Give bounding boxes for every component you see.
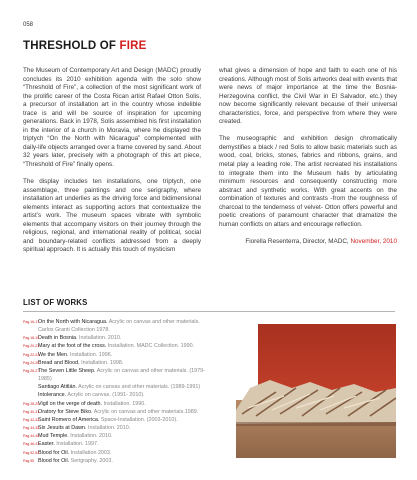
work-title: The Seven Little Sheep. — [38, 367, 96, 374]
work-medium: Carlos Granti Collection 1978. — [38, 327, 110, 334]
work-medium: Installation. 1996. — [68, 351, 113, 358]
paragraph: The display includes ten installations, one triptych, one assemblage, three paintings and one serigraphy, where installation art underlies as the driving force and bidimensional elements interact as supporting actors that contextualize the artist’s work. The museum spaces vibrate with symbolic elements that accompany visitors on their journey through the religious, regional, and international reality of political, social and boundary-related conflicts addressed from a deeply spiritual approach. It is actually this touch of mysticism — [23, 178, 201, 254]
signature-date: November, 2010 — [350, 237, 397, 245]
work-title: Intolerance. — [38, 392, 67, 399]
list-item — [23, 359, 213, 367]
list-item — [23, 351, 213, 359]
work-page: Pag.55 — [23, 458, 35, 463]
title-prefix: THRESHOLD OF — [23, 40, 120, 52]
work-medium: Serigraphy. 2003. — [69, 457, 113, 464]
work-title: Saint Romero of America. — [38, 416, 100, 423]
installation-photo — [236, 318, 396, 458]
list-item — [23, 334, 213, 342]
list-item — [23, 449, 213, 457]
paragraph: what gives a dimension of hope and faith to each one of his creations. Although most of Solis artworks deal with events that were news of major importance at the time the Bosnia-Herzegovina conflict, the Civil War in El Salvador, etc.) they now become significantly relevant because of their universal characteristics, force, and perspective from where they were created. — [219, 67, 397, 126]
page-title — [23, 40, 147, 52]
work-page: Pag.34-35 — [23, 426, 40, 431]
work-page: Pag.24-25 — [23, 360, 40, 365]
work-medium: Installation. MADC Collection. 1990. — [106, 343, 195, 350]
work-medium: Installation. 1997. — [54, 441, 99, 448]
work-page: Pag.32-33 — [23, 417, 40, 422]
work-page: Pag.44-45 — [23, 434, 40, 439]
paragraph: The Museum of Contemporary Art and Design (MADC) proudly concludes its 2010 exhibition agenda with the solo show “Threshold of Fire”, a collection of the most significant work of the prolific career of the Costa Rican artist Rafael Otton Solis, a precursor of installation art in the country whose indelible trace is and will be source of inspiration for upcoming generations. Back in 1978, Solis assembled his first installation in the interior of a church in Moravia, where he displayed the triptych “On the North with Nicaragua” complemented with daily-life objects arranged over a frame covered by sand. About 32 years later, precisely with a photograph of this art piece, “Threshold of Fire” finally opens. — [23, 67, 201, 169]
work-title: We the Men. — [38, 351, 69, 358]
work-medium: Installation 2003. — [69, 449, 112, 456]
work-medium: Installation. 2010. — [77, 335, 122, 342]
list-item — [23, 400, 213, 408]
list-item — [23, 408, 213, 416]
work-medium: Acrylic on canvas and other materials. (1989-1991) — [76, 384, 201, 391]
work-page: Pag.46-47 — [23, 442, 40, 447]
work-title: Blood for Oil. — [38, 449, 70, 456]
installation-photo-image — [236, 318, 396, 458]
work-page: Pag.20-21 — [23, 344, 40, 349]
work-page: Pag.18-19 — [23, 336, 40, 341]
work-medium: Acrylic on canvas and other materials. (1979-1985) — [38, 367, 205, 383]
list-item — [23, 318, 213, 326]
work-title: On the North with Nicaragua. — [38, 319, 108, 325]
text-column-right — [219, 67, 397, 255]
list-item — [23, 424, 213, 432]
work-medium: Installation. 1998. — [79, 359, 124, 366]
work-title: Blood for Oil. — [38, 457, 70, 464]
page-number: 058 — [23, 22, 34, 28]
work-medium: Space-Installation. (2003-2010). — [99, 416, 178, 423]
section-divider — [23, 311, 395, 312]
signature-text: Fiorella Resenterra, Director, MADC, — [245, 237, 351, 245]
list-item — [23, 342, 213, 350]
list-item — [23, 391, 213, 399]
work-page: Pag.16-17 — [23, 320, 40, 324]
work-title: Mary at the foot of the cross. — [38, 343, 107, 350]
work-title: Vigil on the verge of death. — [38, 400, 103, 407]
work-medium: Acrylic on canvas and other materials.1989. — [92, 408, 199, 415]
work-page: Pag.52-54 — [23, 450, 40, 455]
work-title: Oratory for Steve Biko. — [38, 408, 93, 415]
list-item — [23, 326, 213, 334]
work-title: Mud Temple. — [38, 433, 69, 440]
work-page: Pag.30-31 — [23, 409, 40, 414]
work-medium: Acrylic on canvas. (1991- 2010). — [66, 392, 145, 399]
list-item — [23, 383, 213, 391]
paragraph: The museographic and exhibition design chromatically demystifies a black / red Solis to allow basic materials such as wood, coal, bricks, stones, fabrics and ribbons, grains, and metal play a leading role. The artist recreated his installations to integrate them into the Museum halls by articulating minimum resources and consequently constructing more abstract and synthetic works. With great accents on the combination of textures and contrasts -from the roughness of charcoal to the tenderness of velvet- Otton offers powerful and poetic creations of paramount character that dramatize the human conflicts on altars and encourage reflection. — [219, 135, 397, 228]
work-title: Death in Bosnia. — [38, 335, 78, 342]
work-title: Santiago Atitlán. — [38, 384, 77, 391]
work-title: Easter. — [38, 441, 55, 448]
work-page: Pag.22-23 — [23, 352, 40, 357]
works-list — [23, 318, 213, 465]
work-medium: Installation. 2010. — [68, 433, 113, 440]
title-accent: FIRE — [119, 40, 147, 52]
work-medium: Installation. 2010. — [86, 425, 131, 432]
work-page: Pag.26-27 — [23, 368, 40, 373]
signature — [219, 238, 397, 247]
work-title: Bread and Blood. — [38, 359, 80, 366]
list-item — [23, 367, 213, 383]
work-medium: Installation. 1990. — [102, 400, 146, 407]
list-item — [23, 432, 213, 440]
work-page: Pag.28-29 — [23, 401, 40, 406]
list-item — [23, 457, 213, 465]
work-title: Six Jesuits at Dawn. — [38, 425, 87, 432]
list-item — [23, 416, 213, 424]
list-item — [23, 440, 213, 448]
list-of-works-heading: LIST OF WORKS — [23, 298, 88, 307]
work-medium: Acrylic on canvas and other materials. — [107, 319, 200, 325]
text-column-left — [23, 67, 201, 263]
